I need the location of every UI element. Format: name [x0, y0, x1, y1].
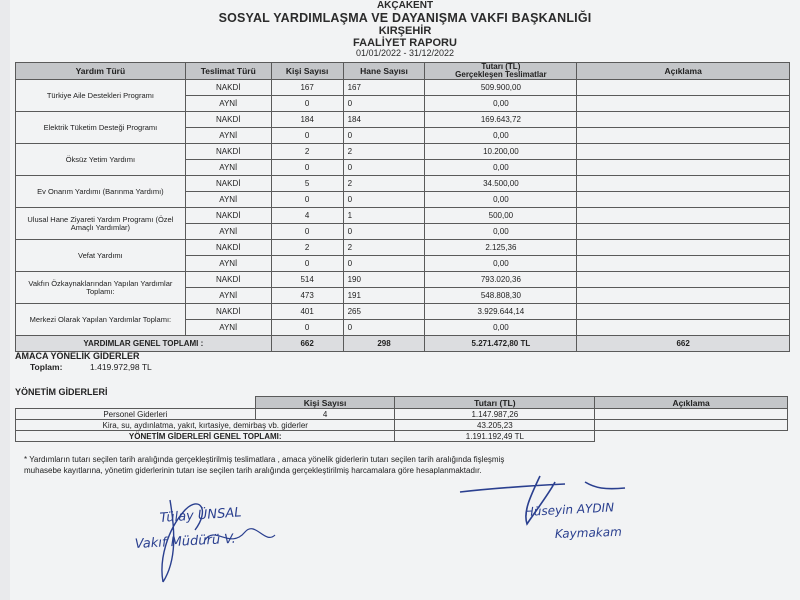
- mgmt-total-label: YÖNETİM GİDERLERİ GENEL TOPLAMI:: [16, 431, 395, 442]
- aid-table-header: [16, 63, 790, 80]
- header-report-title: FAALİYET RAPORU: [353, 37, 457, 49]
- amount-cell: 3.929.644,14: [425, 304, 577, 320]
- mgmt-col-persons: Kişi Sayısı: [255, 397, 395, 409]
- delivery-cell: NAKDİ: [185, 240, 271, 256]
- management-total-row: [16, 431, 788, 442]
- amount-cell: 500,00: [425, 208, 577, 224]
- note-cell: [577, 128, 790, 144]
- households-cell: 0: [343, 224, 425, 240]
- note-cell: [577, 176, 790, 192]
- header-district: AKÇAKENT: [376, 0, 434, 11]
- note-cell: [577, 144, 790, 160]
- aid-total-amount: 5.271.472,80 TL: [425, 336, 577, 352]
- amount-cell: 169.643,72: [425, 112, 577, 128]
- mgmt-row-persons: 4: [255, 409, 395, 420]
- amount-cell: 509.900,00: [425, 80, 577, 96]
- col-note: Açıklama: [577, 63, 790, 80]
- delivery-cell: AYNİ: [185, 192, 271, 208]
- aid-type-cell: Ev Onarım Yardımı (Barınma Yardımı): [16, 176, 186, 208]
- footnote-line1: * Yardımların tutarı seçilen tarih aralığında gerçekleştirilmiş teslimatlara , amaca yönelik giderlerin tutarı seçilen tarih aralığında fişleşmiş: [24, 455, 505, 464]
- right-signature-name: Hüseyin AYDIN: [524, 500, 615, 519]
- aid-total-persons: 662: [271, 336, 343, 352]
- note-cell: [577, 96, 790, 112]
- households-cell: 191: [343, 288, 425, 304]
- note-cell: [577, 160, 790, 176]
- aid-table: [15, 62, 790, 352]
- aid-type-cell: Merkezi Olarak Yapılan Yardımlar Toplamı:: [16, 304, 186, 336]
- table-row: [16, 272, 790, 288]
- mgmt-row-note: [595, 420, 788, 431]
- header-province: KIRŞEHİR: [378, 25, 432, 37]
- aid-total-row: [16, 336, 790, 352]
- purpose-expenses-total-value: 1.419.972,98 TL: [90, 362, 152, 372]
- note-cell: [577, 288, 790, 304]
- households-cell: 0: [343, 160, 425, 176]
- amount-cell: 10.200,00: [425, 144, 577, 160]
- households-cell: 190: [343, 272, 425, 288]
- aid-type-cell: Türkiye Aile Destekleri Programı: [16, 80, 186, 112]
- amount-cell: 0,00: [425, 160, 577, 176]
- left-signature-name: Tülay ÜNSAL: [159, 505, 242, 526]
- delivery-cell: NAKDİ: [185, 272, 271, 288]
- delivery-cell: NAKDİ: [185, 304, 271, 320]
- col-person-count: Kişi Sayısı: [271, 63, 343, 80]
- persons-cell: 0: [271, 160, 343, 176]
- mgmt-total-value: 1.191.192,49 TL: [395, 431, 595, 442]
- delivery-cell: AYNİ: [185, 96, 271, 112]
- households-cell: 184: [343, 112, 425, 128]
- left-signature-title: Vakıf Müdürü V.: [134, 531, 237, 552]
- col-delivery-type: Teslimat Türü: [185, 63, 271, 80]
- right-signature-title: Kaymakam: [554, 524, 623, 541]
- delivery-cell: NAKDİ: [185, 112, 271, 128]
- persons-cell: 2: [271, 144, 343, 160]
- households-cell: 2: [343, 176, 425, 192]
- aid-type-cell: Vefat Yardımı: [16, 240, 186, 272]
- delivery-cell: AYNİ: [185, 160, 271, 176]
- note-cell: [577, 320, 790, 336]
- header-foundation: SOSYAL YARDIMLAŞMA VE DAYANIŞMA VAKFI BAŞKANLIĞI: [218, 11, 592, 25]
- amount-cell: 0,00: [425, 320, 577, 336]
- amount-cell: 548.808,30: [425, 288, 577, 304]
- households-cell: 0: [343, 192, 425, 208]
- aid-total-households: 298: [343, 336, 425, 352]
- mgmt-col-note: Açıklama: [595, 397, 788, 409]
- table-row: [16, 176, 790, 192]
- persons-cell: 5: [271, 176, 343, 192]
- households-cell: 0: [343, 320, 425, 336]
- aid-type-cell: Elektrik Tüketim Desteği Programı: [16, 112, 186, 144]
- mgmt-row-note: [595, 409, 788, 420]
- delivery-cell: AYNİ: [185, 256, 271, 272]
- aid-type-cell: Öksüz Yetim Yardımı: [16, 144, 186, 176]
- delivery-cell: AYNİ: [185, 288, 271, 304]
- mgmt-row-label: Kira, su, aydınlatma, yakıt, kırtasiye, demirbaş vb. giderler: [16, 420, 395, 431]
- persons-cell: 401: [271, 304, 343, 320]
- note-cell: [577, 192, 790, 208]
- col-aid-type: Yardım Türü: [16, 63, 186, 80]
- persons-cell: 0: [271, 128, 343, 144]
- note-cell: [577, 272, 790, 288]
- households-cell: 0: [343, 128, 425, 144]
- amount-cell: 793.020,36: [425, 272, 577, 288]
- persons-cell: 0: [271, 320, 343, 336]
- note-cell: [577, 256, 790, 272]
- persons-cell: 2: [271, 240, 343, 256]
- delivery-cell: AYNİ: [185, 224, 271, 240]
- households-cell: 1: [343, 208, 425, 224]
- aid-total-note: 662: [577, 336, 790, 352]
- households-cell: 265: [343, 304, 425, 320]
- delivery-cell: NAKDİ: [185, 176, 271, 192]
- management-table-header: [16, 397, 788, 409]
- households-cell: 0: [343, 256, 425, 272]
- amount-cell: 0,00: [425, 192, 577, 208]
- amount-cell: 0,00: [425, 224, 577, 240]
- mgmt-col-amount: Tutarı (TL): [395, 397, 595, 409]
- delivery-cell: NAKDİ: [185, 80, 271, 96]
- note-cell: [577, 208, 790, 224]
- mgmt-row-amount: 43.205,23: [395, 420, 595, 431]
- persons-cell: 0: [271, 192, 343, 208]
- header-period: 01/01/2022 - 31/12/2022: [355, 48, 455, 58]
- households-cell: 2: [343, 240, 425, 256]
- delivery-cell: NAKDİ: [185, 144, 271, 160]
- amount-cell: 0,00: [425, 96, 577, 112]
- footnote-line2: muhasebe kayıtlarına, yönetim giderlerinin tutarı ise seçilen tarih aralığında gerçekleştirilmiş harcamalara göre hesaplanmaktadır.: [24, 466, 482, 475]
- delivery-cell: NAKDİ: [185, 208, 271, 224]
- table-row: [16, 304, 790, 320]
- right-signature: [455, 472, 715, 562]
- left-signature: [115, 490, 345, 590]
- note-cell: [577, 80, 790, 96]
- mgmt-row-label: Personel Giderleri: [16, 409, 256, 420]
- aid-total-label: YARDIMLAR GENEL TOPLAMI :: [16, 336, 272, 352]
- delivery-cell: AYNİ: [185, 320, 271, 336]
- table-row: [16, 420, 788, 431]
- col-amount-line1: Tutarı (TL): [481, 62, 521, 71]
- table-row: [16, 112, 790, 128]
- persons-cell: 167: [271, 80, 343, 96]
- persons-cell: 0: [271, 96, 343, 112]
- note-cell: [577, 304, 790, 320]
- amount-cell: 34.500,00: [425, 176, 577, 192]
- aid-type-cell: Ulusal Hane Ziyareti Yardım Programı (Özel Amaçlı Yardımlar): [16, 208, 186, 240]
- households-cell: 0: [343, 96, 425, 112]
- col-amount-line2: Gerçekleşen Teslimatlar: [455, 70, 547, 79]
- persons-cell: 0: [271, 224, 343, 240]
- col-amount: [425, 63, 577, 80]
- households-cell: 167: [343, 80, 425, 96]
- persons-cell: 0: [271, 256, 343, 272]
- delivery-cell: AYNİ: [185, 128, 271, 144]
- note-cell: [577, 240, 790, 256]
- note-cell: [577, 112, 790, 128]
- aid-type-cell: Vakfın Özkaynaklarından Yapılan Yardımlar Toplamı:: [16, 272, 186, 304]
- col-household-count: Hane Sayısı: [343, 63, 425, 80]
- mgmt-row-amount: 1.147.987,26: [395, 409, 595, 420]
- amount-cell: 0,00: [425, 128, 577, 144]
- persons-cell: 184: [271, 112, 343, 128]
- table-row: [16, 240, 790, 256]
- purpose-expenses-title: AMACA YÖNELİK GİDERLER: [15, 351, 140, 361]
- persons-cell: 473: [271, 288, 343, 304]
- amount-cell: 0,00: [425, 256, 577, 272]
- amount-cell: 2.125,36: [425, 240, 577, 256]
- table-row: [16, 144, 790, 160]
- table-row: [16, 409, 788, 420]
- households-cell: 2: [343, 144, 425, 160]
- persons-cell: 4: [271, 208, 343, 224]
- management-title: YÖNETİM GİDERLERİ: [15, 387, 108, 397]
- management-table: [15, 396, 788, 442]
- purpose-expenses-total-label: Toplam:: [30, 362, 63, 372]
- persons-cell: 514: [271, 272, 343, 288]
- table-row: [16, 80, 790, 96]
- note-cell: [577, 224, 790, 240]
- table-row: [16, 208, 790, 224]
